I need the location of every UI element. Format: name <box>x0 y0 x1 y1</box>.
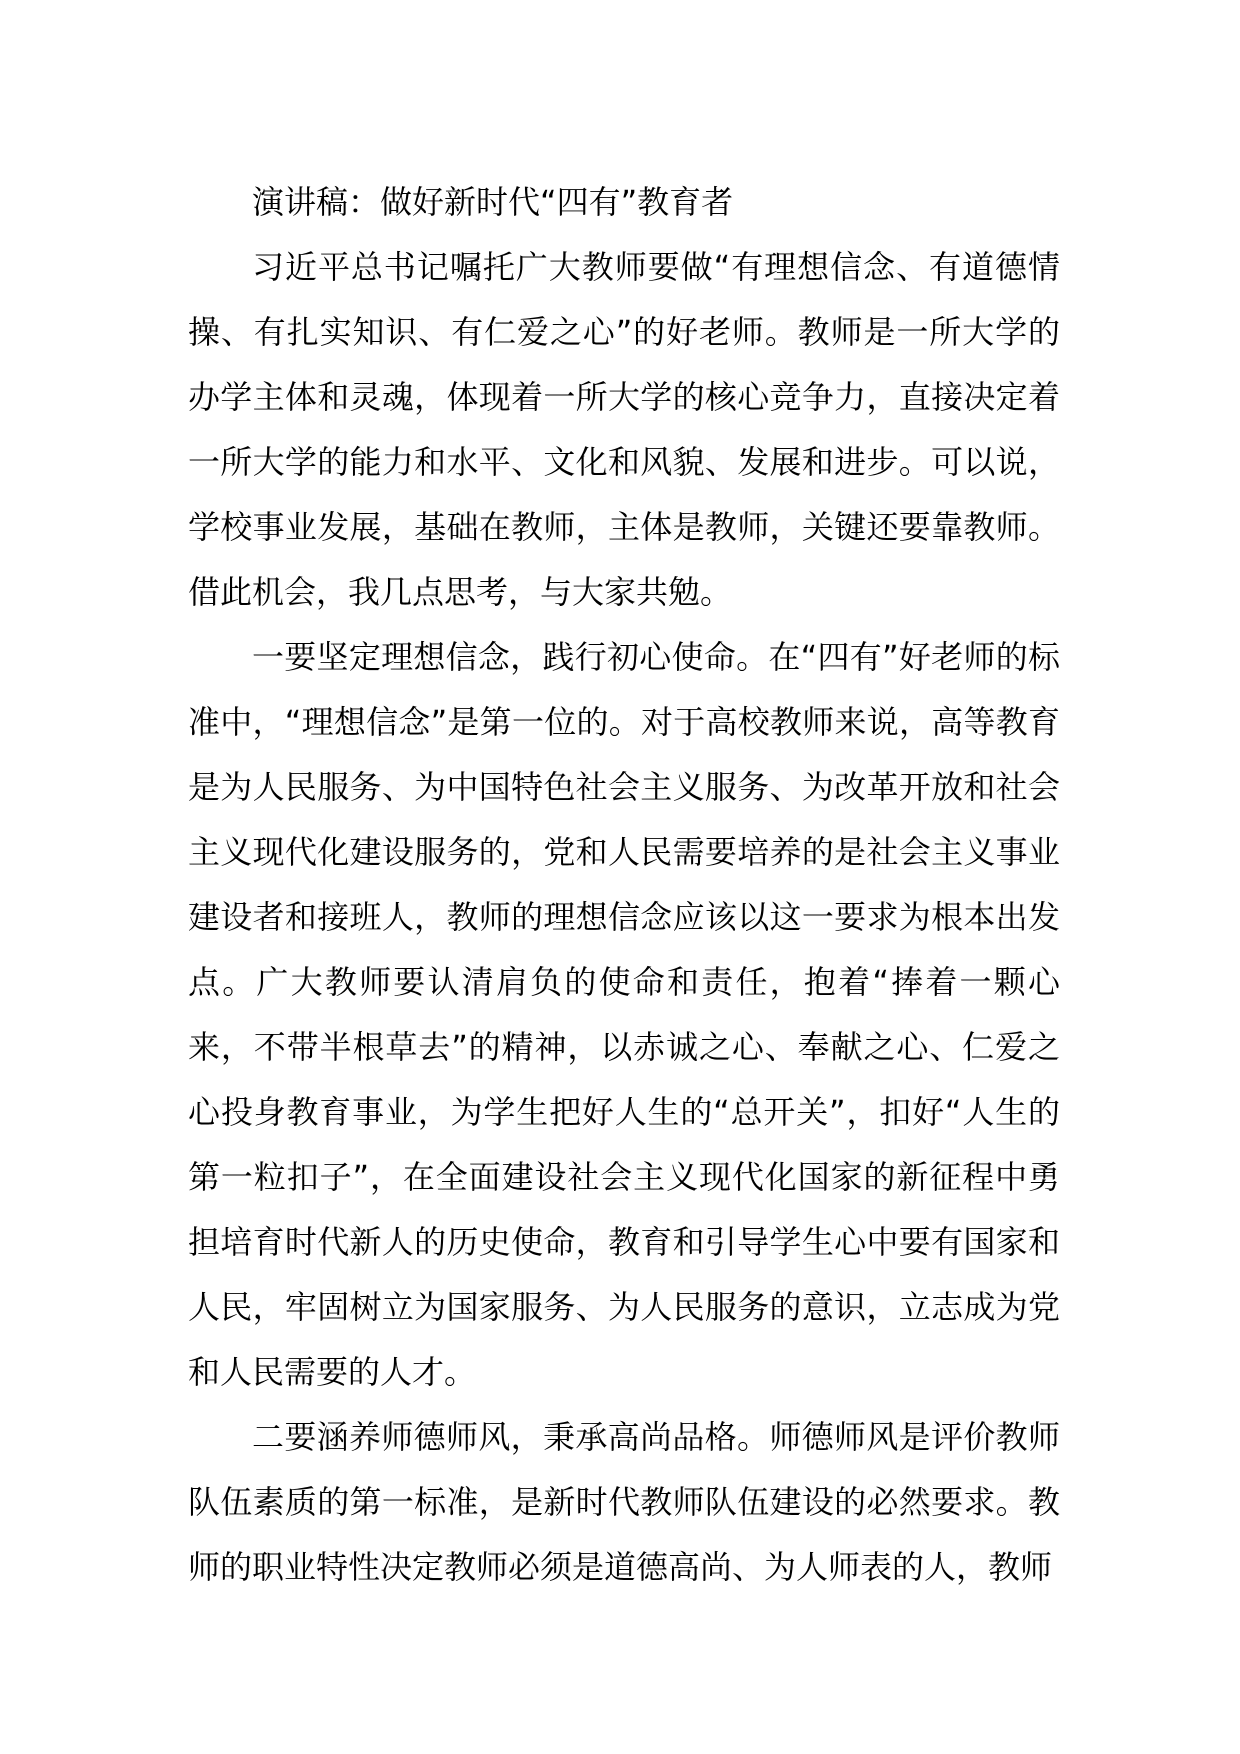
paragraph-ideals: 一要坚定理想信念，践行初心使命。在“四有”好老师的标准中，“理想信念”是第一位的。对于高校教师来说，高等教育是为人民服务、为中国特色社会主义服务、为改革开放和社会主义现代化建设服务的，党和人民需要培养的是社会主义事业建设者和接班人，教师的理想信念应该以这一要求为根本出发点。广大教师要认清肩负的使命和责任，抱着“捧着一颗心来，不带半根草去”的精神，以赤诚之心、奉献之心、仁爱之心投身教育事业，为学生把好人生的“总开关”，扣好“人生的第一粒扣子”，在全面建设社会主义现代化国家的新征程中勇担培育时代新人的历史使命，教育和引导学生心中要有国家和人民，牢固树立为国家服务、为人民服务的意识，立志成为党和人民需要的人才。 <box>188 638 1060 1391</box>
document-title: 演讲稿：做好新时代“四有”教育者 <box>252 183 734 221</box>
document-body <box>188 170 1060 1600</box>
paragraph-ethics: 二要涵养师德师风，秉承高尚品格。师德师风是评价教师队伍素质的第一标准，是新时代教师队伍建设的必然要求。教师的职业特性决定教师必须是道德高尚、为人师表的人，教师 <box>188 1418 1060 1586</box>
paragraph-intro: 习近平总书记嘱托广大教师要做“有理想信念、有道德情操、有扎实知识、有仁爱之心”的好老师。教师是一所大学的办学主体和灵魂，体现着一所大学的核心竞争力，直接决定着一所大学的能力和水平、文化和风貌、发展和进步。可以说，学校事业发展，基础在教师，主体是教师，关键还要靠教师。借此机会，我几点思考，与大家共勉。 <box>188 248 1060 611</box>
